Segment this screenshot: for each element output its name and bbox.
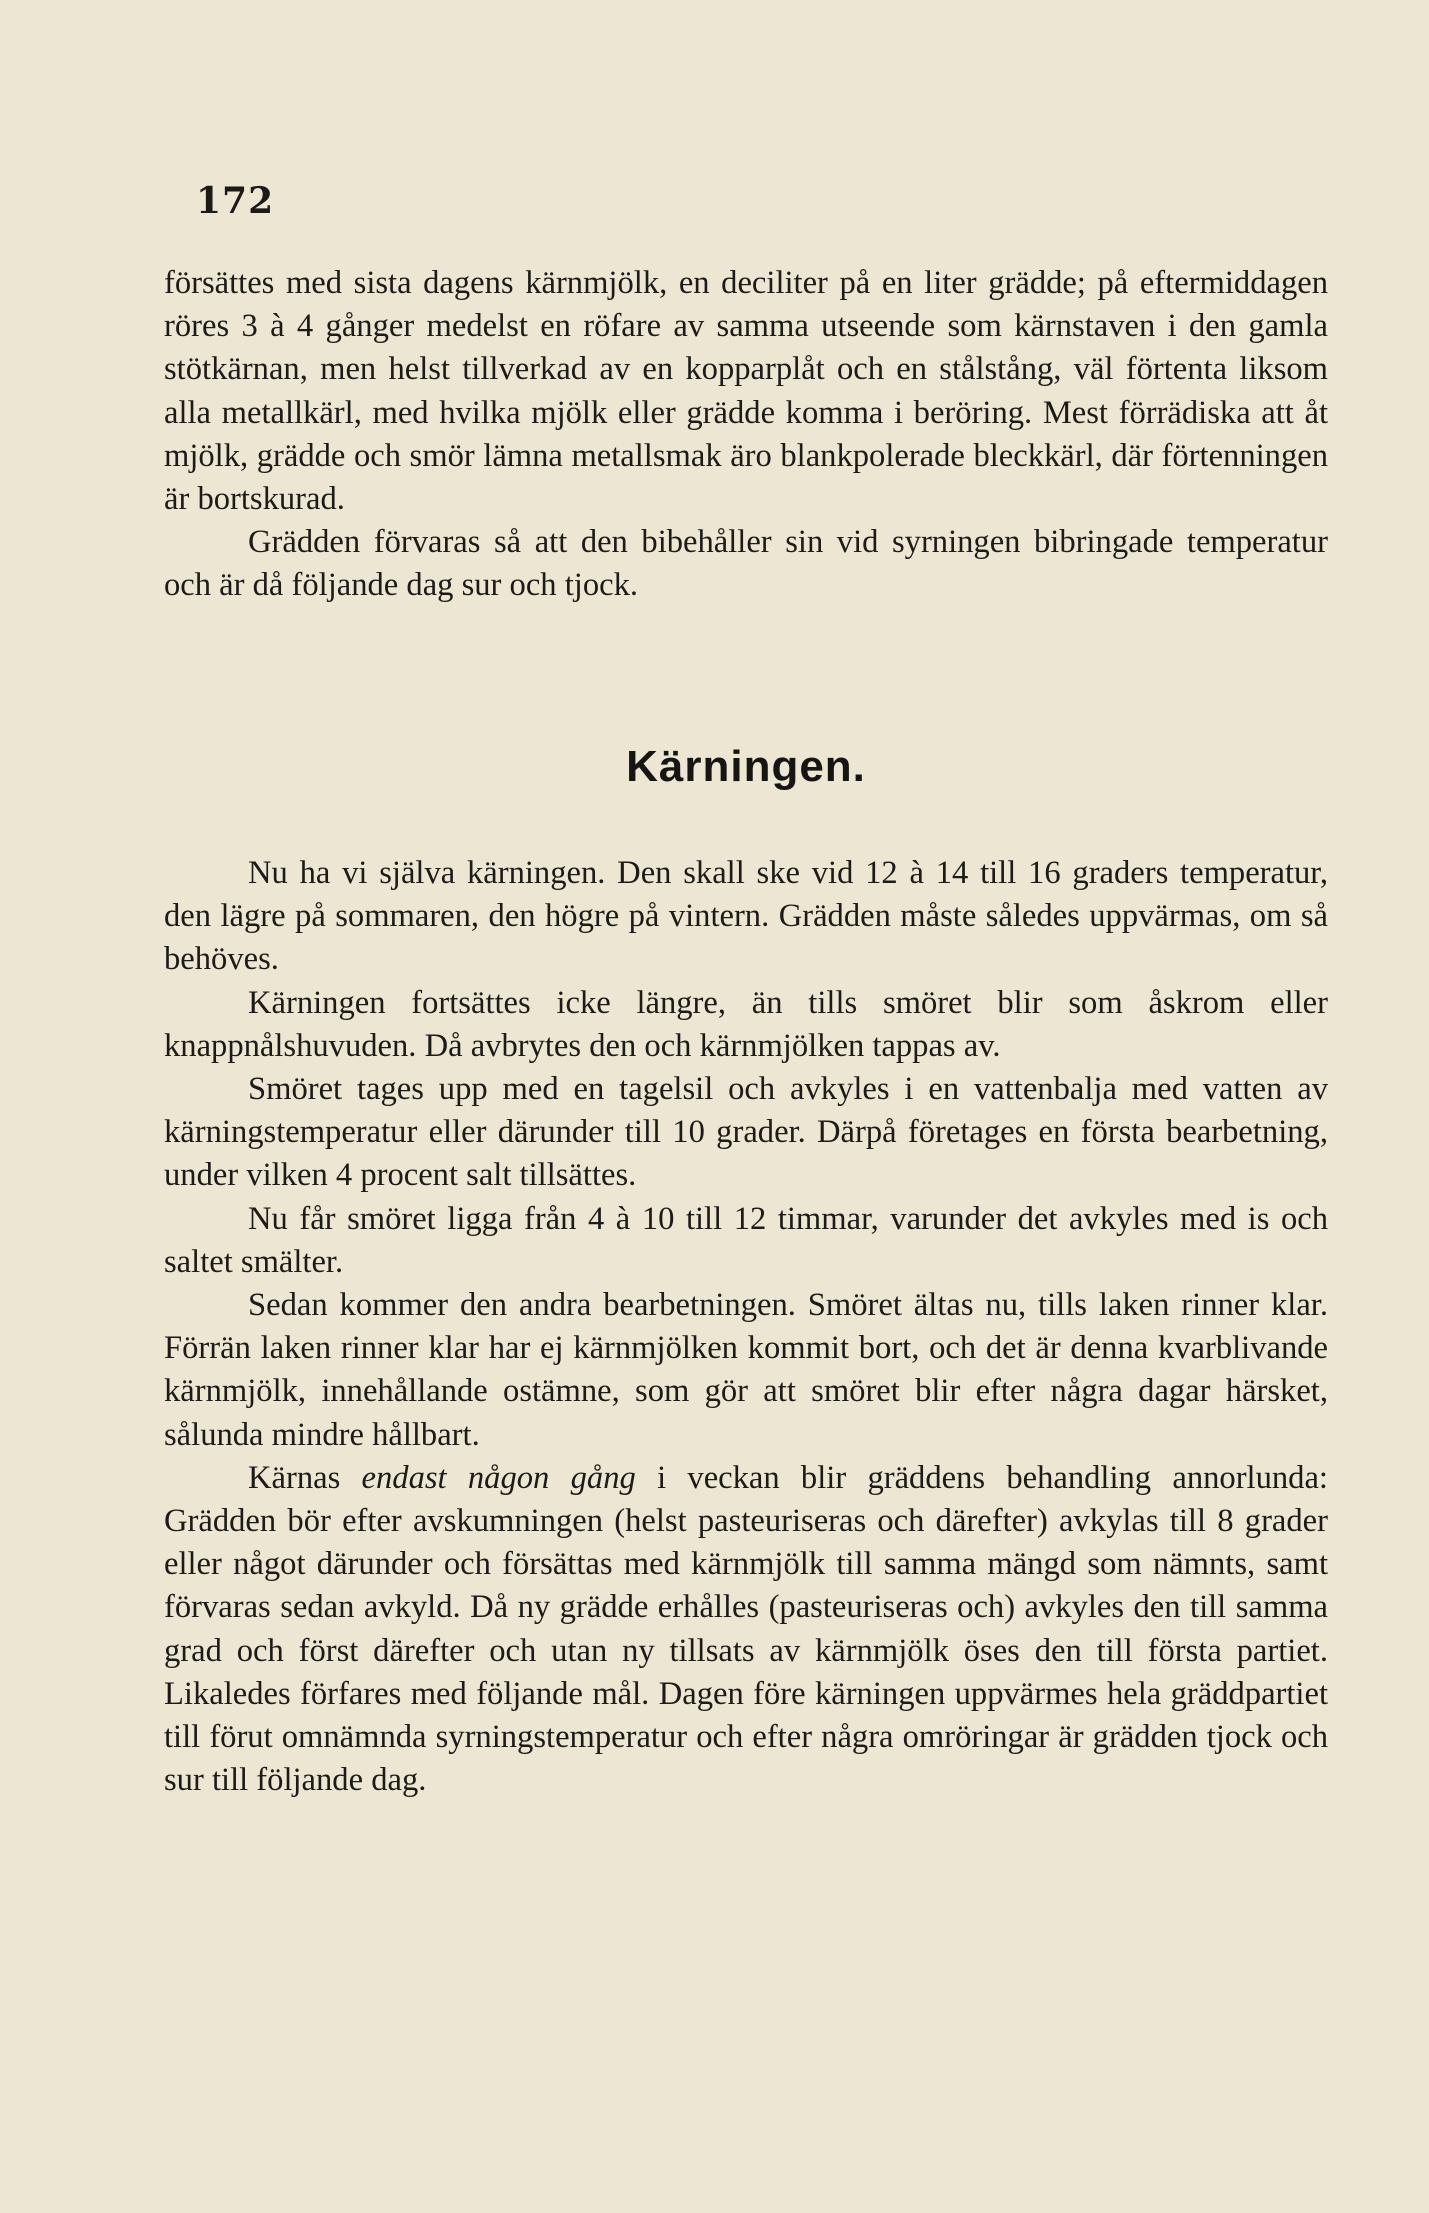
text-span: Kärnas [248, 1459, 362, 1496]
body-paragraph: Sedan kommer den andra bearbetningen. Smöret ältas nu, tills laken rinner klar. Förrän laken rinner klar har ej kärnmjölken kommit bort, och det är denna kvarblivande kärnmjölk, innehållande ostämne, som gör att smöret blir efter några dagar härsket, sålunda mindre hållbart. [164, 1287, 1328, 1453]
intro-paragraph: Grädden förvaras så att den bibehåller sin vid syrningen bibringade temperatur och är då följande dag sur och tjock. [164, 524, 1328, 604]
body-paragraph: Kärningen fortsättes icke längre, än tills smöret blir som åskrom eller knappnålshuvuden. Då avbrytes den och kärnmjölken tappas av. [164, 984, 1328, 1064]
emphasized-text: endast någon gång [361, 1459, 636, 1496]
section-body [164, 852, 1328, 1802]
body-paragraph: Smöret tages upp med en tagelsil och avkyles i en vattenbalja med vatten av kärningstemperatur eller därunder till 10 grader. Därpå företages en första bearbetning, under vilken 4 procent salt tillsättes. [164, 1071, 1328, 1194]
body-paragraph: Nu ha vi själva kärningen. Den skall ske vid 12 à 14 till 16 graders temperatur, den lägre på sommaren, den högre på vintern. Grädden måste således uppvärmas, om så behöves. [164, 855, 1328, 978]
page-number: 172 [196, 180, 275, 222]
body-paragraph-last [164, 1457, 1328, 1803]
section-heading: Kärningen. [626, 742, 866, 791]
intro-paragraph: försättes med sista dagens kärnmjölk, en deciliter på en liter grädde; på eftermiddagen röres 3 à 4 gånger medelst en röfare av samma utseende som kärnstaven i den gamla stötkärnan, men helst tillverkad av en kopparplåt och en stålstång, väl förtenta liksom alla metallkärl, med hvilka mjölk eller grädde komma i beröring. Mest förrädiska att åt mjölk, grädde och smör lämna metallsmak äro blankpolerade bleckkärl, där förtenningen är bortskurad. [164, 265, 1328, 518]
intro-text [164, 262, 1328, 608]
body-paragraph: Nu får smöret ligga från 4 à 10 till 12 timmar, varunder det avkyles med is och saltet smälter. [164, 1200, 1328, 1280]
text-span: i veckan blir gräddens behandling annorlunda: Grädden bör efter avskumningen (helst pasteuriseras och därefter) avkylas till 8 grader eller något därunder och försättas med kärnmjölk till samma mängd som nämnts, samt förvaras sedan avkyld. Då ny grädde erhålles (pasteuriseras och) avkyles den till samma grad och först därefter och utan ny tillsats av kärnmjölk öses den till första partiet. Likaledes förfares med följande mål. Dagen före kärningen uppvärmes hela gräddpartiet till förut omnämnda syrningstemperatur och efter några omröringar är grädden tjock och sur till följande dag. [164, 1459, 1328, 1799]
